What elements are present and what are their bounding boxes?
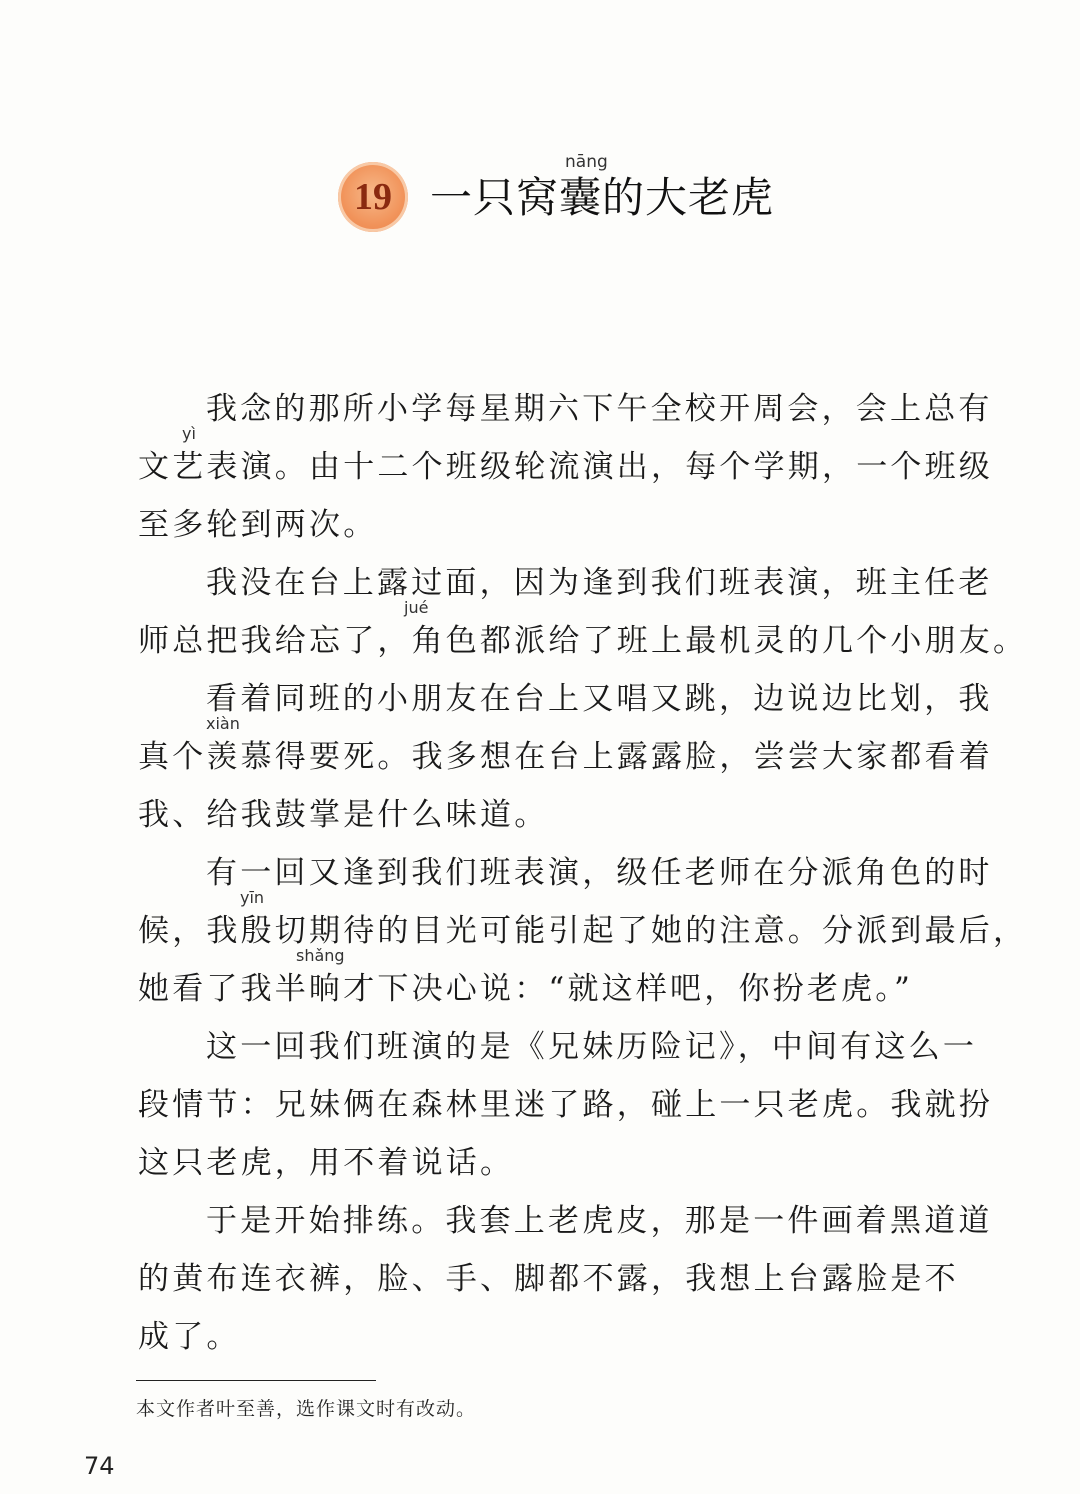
text-line: 有一回又逢到我们班表演，级任老师在分派角色的时 — [206, 855, 993, 891]
text-line — [138, 946, 998, 1018]
text-line — [138, 714, 998, 786]
text-line: 至多轮到两次。 — [138, 507, 378, 543]
line-text: 师总把我给忘了，角色都派给了班上最机灵的几个小朋友。 — [138, 623, 1028, 659]
text-line: 于是开始排练。我套上老虎皮，那是一件画着黑道道 — [206, 1203, 993, 1239]
text-line: 看着同班的小朋友在台上又唱又跳，边说边比划，我 — [206, 681, 993, 717]
line-text: 她看了我半晌才下决心说：“就这样吧，你扮老虎。” — [138, 971, 913, 1007]
title-pinyin-annotation: nāng — [565, 152, 608, 172]
pinyin-annotation: yì — [182, 424, 196, 443]
text-line — [138, 424, 998, 496]
pinyin-annotation: jué — [404, 598, 429, 617]
lesson-number: 19 — [354, 176, 392, 218]
text-line: 这只老虎，用不着说话。 — [138, 1145, 515, 1181]
text-line: 这一回我们班演的是《兄妹历险记》，中间有这么一 — [206, 1029, 978, 1065]
text-line: 段情节：兄妹俩在森林里迷了路，碰上一只老虎。我就扮 — [138, 1087, 993, 1123]
text-line: 我、给我鼓掌是什么味道。 — [138, 797, 549, 833]
line-text: 文艺表演。由十二个班级轮流演出，每个学期，一个班级 — [138, 449, 993, 485]
line-text: 候，我殷切期待的目光可能引起了她的注意。分派到最后， — [138, 913, 1028, 949]
pinyin-annotation: yīn — [240, 888, 265, 907]
text-line: 成了。 — [138, 1319, 241, 1355]
text-line — [138, 888, 1028, 960]
text-line: 我念的那所小学每星期六下午全校开周会，会上总有 — [206, 391, 993, 427]
lesson-body — [138, 380, 1028, 1366]
lesson-number-badge — [338, 162, 408, 232]
footnote-divider — [136, 1380, 376, 1381]
line-text: 真个羡慕得要死。我多想在台上露露脸，尝尝大家都看着 — [138, 739, 993, 775]
pinyin-annotation: shǎng — [296, 946, 345, 965]
footnote: 本文作者叶至善，选作课文时有改动。 — [136, 1398, 477, 1420]
page-number: 74 — [84, 1452, 115, 1480]
pinyin-annotation: xiàn — [206, 714, 240, 733]
lesson-title: 一只窝囊的大老虎 — [430, 173, 775, 222]
text-line: 的黄布连衣裤，脸、手、脚都不露，我想上台露脸是不 — [138, 1261, 959, 1297]
text-line — [138, 598, 1028, 670]
lesson-header — [0, 150, 1080, 250]
text-line: 我没在台上露过面，因为逢到我们班表演，班主任老 — [206, 565, 993, 601]
